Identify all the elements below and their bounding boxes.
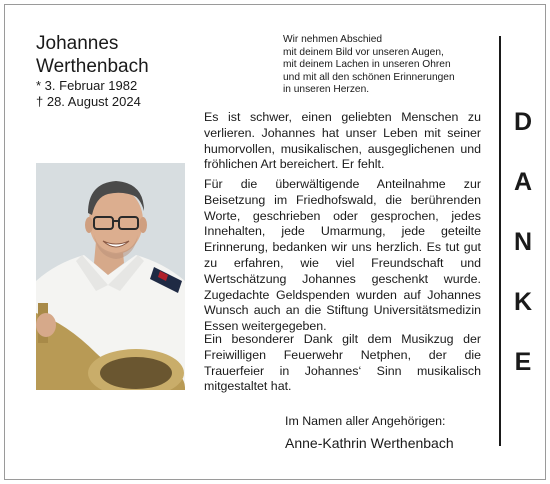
poem-line: mit deinem Bild vor unseren Augen, (283, 46, 444, 58)
birth-date: * 3. Februar 1982 (36, 78, 138, 93)
signature-intro: Im Namen aller Angehörigen: (285, 414, 446, 428)
poem-line: Wir nehmen Abschied (283, 34, 383, 45)
poem-line: und mit all den schönen Erinnerungen (283, 71, 455, 83)
danke-letter: K (513, 288, 533, 316)
danke-letter: A (513, 168, 533, 196)
paragraph: Ein besonderer Dank gilt dem Musikzug der Freiwilligen Feuerwehr Netphen, der die Trauerfeier in Johannes‘ Sinn musikalisch mitgestaltet hat. (204, 332, 481, 394)
paragraph: Für die überwältigende Anteilnahme zur Beisetzung im Friedhofswald, die berührenden Worte, geschrieben oder gesprochen, jedes Innehalten, jede Umarmung, jede geteilte Erinnerung, bedanken wir uns herzlich. Es tut gut zu erfahren, wie viel Freundschaft und Wertschätzung Johannes geschenkt wurde. Zugedachte Geldspenden wurden auf Johannes Wunsch auch an die Stiftung Universitätsmedizin Essen weitergegeben. (204, 177, 481, 334)
signature-name: Anne-Kathrin Werthenbach (285, 435, 454, 451)
danke-letter: E (514, 348, 532, 376)
farewell-poem (283, 34, 483, 97)
life-dates (36, 78, 141, 110)
first-name: Johannes (36, 33, 119, 54)
last-name: Werthenbach (36, 56, 149, 77)
deceased-name (36, 32, 149, 78)
poem-line: mit deinem Lachen in unseren Ohren (283, 59, 451, 71)
vertical-divider (499, 36, 501, 446)
death-date: † 28. August 2024 (36, 94, 141, 109)
poem-line: in unseren Herzen. (283, 84, 370, 96)
danke-letter: D (513, 108, 533, 136)
danke-letter: N (513, 228, 533, 256)
paragraph: Es ist schwer, einen geliebten Menschen zu verlieren. Johannes hat unser Leben mit seiner humorvollen, musikalischen, ausgeglichenen und fröhlichen Art bereichert. Er fehlt. (204, 110, 481, 172)
portrait-photo (36, 163, 185, 390)
portrait-illustration (36, 163, 185, 390)
danke-vertical-word (508, 108, 538, 408)
